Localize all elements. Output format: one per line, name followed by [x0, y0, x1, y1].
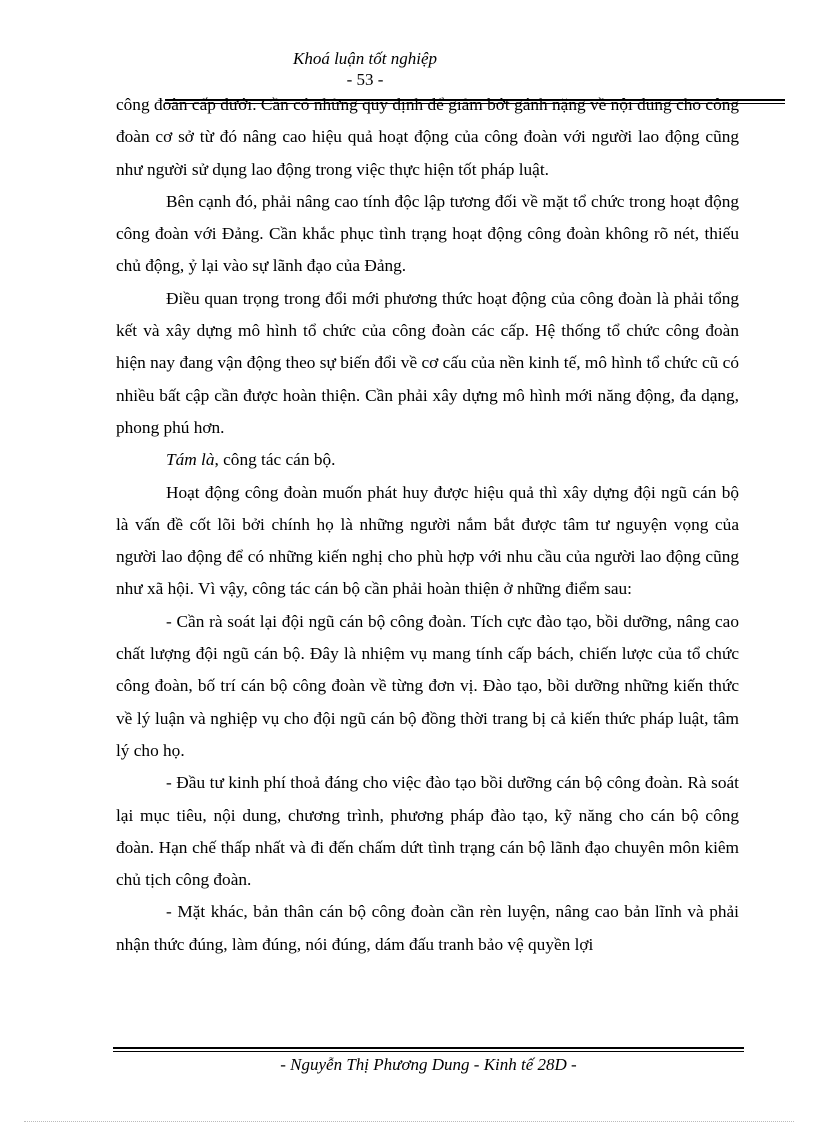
list-item: - Mặt khác, bản thân cán bộ công đoàn cần rèn luyện, nâng cao bản lĩnh và phải nhận thức đúng, làm đúng, nói đúng, dám đấu tranh bảo vệ quyền lợi [116, 902, 739, 954]
paragraph: Hoạt động công đoàn muốn phát huy được hiệu quả thì xây dựng đội ngũ cán bộ là vấn đề cốt lõi bởi chính họ là những người nắm bắt được tâm tư nguyện vọng của người lao động để có những kiến nghị cho phù hợp với nhu cầu của người lao động cũng như xã hội. Vì vậy, công tác cán bộ cần phải hoàn thiện ở những điểm sau: [116, 482, 739, 599]
footer-author: - Nguyễn Thị Phương Dung - Kinh tế 28D - [280, 1055, 577, 1074]
footer-rule [113, 1047, 744, 1049]
page-edge-dots [24, 1121, 794, 1122]
document-body [116, 89, 739, 961]
list-item: - Cần rà soát lại đội ngũ cán bộ công đoàn. Tích cực đào tạo, bồi dưỡng, nâng cao chất lượng đội ngũ cán bộ. Đây là nhiệm vụ mang tính cấp bách, chiến lược của tổ chức công đoàn, bố trí cán bộ công đoàn về từng đơn vị. Đào tạo, bồi dưỡng những kiến thức về lý luận và nghiệp vụ cho đội ngũ cán bộ đồng thời trang bị cả kiến thức pháp luật, tâm lý cho họ. [116, 611, 739, 760]
paragraph: công đoàn cấp dưới. Cần có những quy định để giảm bớt gánh nặng về nội dung cho công đoàn cơ sở từ đó nâng cao hiệu quả hoạt động của công đoàn với người lao động cũng như người sử dụng lao động trong việc thực hiện tốt pháp luật. [116, 95, 739, 179]
page-number: - 53 - [346, 70, 384, 89]
section-heading-rest: , công tác cán bộ. [214, 450, 336, 470]
section-heading-italic: Tám là [166, 450, 215, 470]
paragraph: Điều quan trọng trong đổi mới phương thức hoạt động của công đoàn là phải tổng kết và xây dựng mô hình tổ chức của công đoàn các cấp. Hệ thống tổ chức công đoàn hiện nay đang vận động theo sự biến đổi về cơ cấu của nền kinh tế, mô hình tổ chức cũ có nhiều bất cập cần được hoàn thiện. Cần phải xây dựng mô hình mới năng động, đa dạng, phong phú hơn. [116, 288, 739, 437]
section-heading [116, 444, 739, 476]
list-item: - Đầu tư kinh phí thoả đáng cho việc đào tạo bồi dưỡng cán bộ công đoàn. Rà soát lại mục tiêu, nội dung, chương trình, phương pháp đào tạo, kỹ năng cho cán bộ công đoàn. Hạn chế thấp nhất và đi đến chấm dứt tình trạng cán bộ lãnh đạo chuyên môn kiêm chủ tịch công đoàn. [116, 773, 739, 890]
footer-rule-thin [113, 1051, 744, 1052]
paragraph: Bên cạnh đó, phải nâng cao tính độc lập tương đối về mặt tổ chức trong hoạt động công đoàn với Đảng. Cần khắc phục tình trạng hoạt động công đoàn không rõ nét, thiếu chủ động, ỷ lại vào sự lãnh đạo của Đảng. [116, 191, 739, 276]
header-title: Khoá luận tốt nghiệp [292, 49, 438, 68]
